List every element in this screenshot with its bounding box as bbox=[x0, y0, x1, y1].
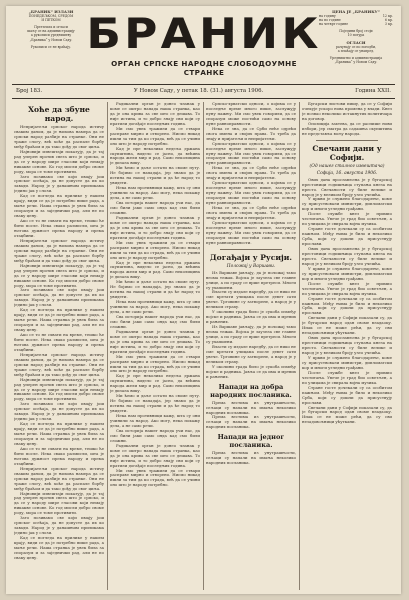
article-paragraph: Нека нам противници кажу, шта су они учинили за народ. Ако могу, нека покажу дела, а не само речи. bbox=[110, 299, 200, 315]
article-paragraph: Кад се погледа на прилике у нашем крају, види се да је потребно више рада, а мање речи. Наша странка је увек била за споразум и за заједнички рад, али не по сваку цену. bbox=[14, 535, 104, 560]
price-row: на четврт године 3 кр. bbox=[319, 22, 393, 27]
left-box-line: ПОНЕДЕЉКОМ, СРЕДОМ bbox=[28, 14, 74, 19]
dateline bbox=[16, 87, 391, 96]
newspaper-title: БРАНИК bbox=[86, 9, 322, 58]
article-paragraph: У цркви је служено благодарење, коме су присуствовали министри, дипломатски кор и многи угледни грађани. bbox=[302, 265, 392, 281]
article-paragraph: Непријатељи српског народа истичу сваким даном, да је њихова намера да се српски народ разбије на странке. Они не траже слогу, већ хоће да распале борбу међу браћом и да тако дођу до свог циља. bbox=[14, 237, 104, 263]
article-paragraph: У околини града било је сукоба између војске и радника. Јавља се да има и мртвих и рањених. bbox=[206, 309, 296, 325]
article-paragraph: Свечани дани у Софији показали су, да је бугарски народ одан своме владаоцу. Ипак се не може рећи, да су сви незадовољници ућуткани. bbox=[302, 404, 392, 425]
article-paragraph: Нека нам противници кажу, шта су они учинили за народ. Ако могу, нека покажу дела, а не само речи. bbox=[110, 413, 200, 428]
column-1 bbox=[14, 102, 104, 590]
article-paragraph: Зато позивамо све који имају још српског осећаја, да не допусте да их ко завади. Народ је у данашњим приликама једино јак у слози. bbox=[14, 401, 104, 422]
article-paragraph: Кад се погледа на прилике у нашем крају, види се да је потребно више рада, а мање речи. Наша странка је увек била за споразум и за заједнички рад, али не по сваку цену. bbox=[14, 421, 104, 446]
article-paragraph: Сва историја нашег народа учи нас, да смо били јаки само онда кад смо били сложни. bbox=[110, 200, 200, 215]
article-paragraph: Непријатељи српског народа истичу сваким даном, да је њихова намера да се српски народ разбије на странке. Они не траже слогу, већ хоће да распале борбу међу браћом и да тако дођу до свог циља. bbox=[14, 351, 104, 377]
article-paragraph: Ми ћемо и даље остати на своме путу. Не бојимо се нападаја, јер знамо да је истина на нашој страни и да ће народ то увидети. bbox=[110, 279, 200, 300]
ads-line: а плаћају се унапред. bbox=[337, 48, 375, 53]
article-paragraph: После службе кнез је примио честитања. Увече је град био осветљен, а по улицама је свирала војна музика. bbox=[302, 280, 392, 296]
article-paragraph: Према вестима из унутрашњости, сељаци су напали на имања неколико народних посланика. bbox=[206, 399, 296, 415]
article-paragraph: Ми смо увек тражили да се ствари расправе мирно и отворено. Нисмо никад ишли за тим да ко страда, већ да се учини оно што је народу потребно. bbox=[110, 239, 200, 260]
masthead bbox=[6, 6, 401, 102]
ads-heading: ОГЛАСИ bbox=[346, 39, 366, 45]
article-paragraph: Бугарски листови пишу, да се у Софији очекује ускоро нова промена у влади. Кнез је позвао неколико истакнутих политичара на договор. bbox=[302, 102, 392, 121]
article-paragraph: Опозиција захтева, да се распише нови избори, јер сматра да садашња скупштина не представља вољу народа. bbox=[302, 120, 392, 136]
article-headline: Напади на једног посланика. bbox=[217, 433, 285, 450]
left-box-line: Претплата и огласи bbox=[34, 25, 68, 30]
article-paragraph: Радикални орган је донео чланак у коме се оштро напада наша странка, као да је она крива за све што се дешава. То није истина, и то добро знају сви који су пратили догађаје последњих година. bbox=[110, 328, 200, 354]
article-paragraph: Ако се то не схвати на време, тешко ће бити после. Нека свако размисли, шта је његова дужност према народу и према отаџбини. bbox=[14, 445, 104, 466]
article-paragraph: Најновији извештаји показују, да је тај рад уперен против свега што је српско, и да се у народу шире гласови који немају никакве основе. Ко год мисли добро своме роду, мора се томе противити. bbox=[14, 148, 104, 174]
article-paragraph: У цркви је служено благодарење, коме су присуствовали министри, дипломатски кор и многи угледни грађани. bbox=[302, 196, 392, 212]
article-paragraph: Непријатељи српског народа истичу сваким даном, да је њихова намера да се српски народ разбије на странке. Они не траже слогу, већ хоће да распале борбу међу браћом и да тако дођу до свог циља. bbox=[14, 124, 104, 149]
article-paragraph: Ако се то не схвати на време, тешко ће бити после. Нека свако размисли, шта је његова дужност према народу и према отаџбини. bbox=[14, 332, 104, 352]
article-paragraph: Из Варшаве јављају, да је положај тамо веома тежак. Војска је заузела све главне улице, а по граду се врше претреси. Многи су ухапшени. bbox=[206, 269, 296, 290]
price-heading: ЦЕНА ЈЕ „БРАНИКУ“ bbox=[332, 9, 380, 14]
article-headline: Хоће да збуне народ. bbox=[28, 105, 90, 123]
article-paragraph: Власти су издале наредбу, да се нико не сме кретати улицама после девет сати увече. Трговине су затворене, а народ је у великом страху. bbox=[206, 289, 296, 310]
article-paragraph: Нека се зна, да се Срби неће одрећи свога имена и својих права. То треба да знају и пријатељи и непријатељи. bbox=[206, 205, 296, 220]
article-paragraph: Радикални орган је донео чланак у коме се оштро напада наша странка, као да је она крива за све што се дешава. То није истина, и то добро знају сви који су пратили догађаје последњих година. bbox=[110, 442, 200, 468]
article-paragraph: Сва историја нашег народа учи нас, да смо били јаки само онда кад смо били сложни. bbox=[110, 427, 200, 443]
article-paragraph: Зато позивамо све који имају још српског осећаја, да не допусте да их ко завади. Народ је у данашњим приликама једино јак у слози. bbox=[14, 287, 104, 308]
article-paragraph: Најновији извештаји показују, да је тај рад уперен против свега што је српско, и да се у народу шире гласови који немају никакве основе. Ко год мисли добро своме роду, мора се томе противити. bbox=[14, 490, 104, 516]
article-headline: Догађаји у Русији. bbox=[209, 252, 293, 262]
column-4 bbox=[302, 102, 392, 590]
article-paragraph: Ми смо увек тражили да се ствари расправе мирно и отворено. Нисмо никад ишли за тим да ко страда, већ да се учини оно што је народу потребно. bbox=[110, 353, 200, 374]
left-box-line: шаљу се на администрацију bbox=[27, 29, 75, 34]
article-paragraph: Српско-хрватски односи, о којима се у последње време много пише, заслужују пуну пажњу. Ми смо увек говорили, да се споразум може постићи само на основу пуне равноправности. bbox=[206, 102, 296, 126]
article-paragraph: Кад је пре неколико недеља држана скупштина, видело се јасно, да већина народа жели мир и рад. Само неколицина је дизала вику. bbox=[110, 145, 200, 166]
article-paragraph: У цркви је служено благодарење, коме су присуствовали министри, дипломатски кор и многи угледни грађани. bbox=[302, 354, 392, 370]
left-box-line: Рукописи се не враћају. bbox=[30, 44, 72, 49]
article-paragraph: Ми ћемо и даље остати на своме путу. Не бојимо се нападаја, јер знамо да је истина на нашој страни и да ће народ то увидети. bbox=[110, 393, 200, 414]
article-paragraph: Српско-хрватски односи, о којима се у последње време много пише, заслужују пуну пажњу. Ми смо увек говорили, да се споразум може постићи само на основу пуне равноправности. bbox=[206, 140, 296, 166]
single-issue-price: 10 потура bbox=[347, 33, 365, 38]
article-paragraph: Кад је пре неколико недеља држана скупштина, видело се јасно, да већина народа жели мир и рад. Само неколицина је дизала вику. bbox=[110, 373, 200, 394]
article-paragraph: У околини града било је сукоба између војске и радника. Јавља се да има и мртвих и рањених. bbox=[206, 363, 296, 379]
price-row: на по године 6 кр. bbox=[319, 18, 393, 23]
article-subheadline: (Од нашег сталног извештача) bbox=[309, 163, 385, 169]
article-paragraph: Сва историја нашег народа учи нас, да смо били јаки само онда кад смо били сложни. bbox=[110, 313, 200, 329]
issue-year: Година XXII. bbox=[355, 88, 391, 94]
left-box-line: „БРАНИК“ ИЗЛАЗИ bbox=[28, 9, 74, 14]
article-paragraph: Ми смо увек тражили да се ствари расправе мирно и отворено. Нисмо никад ишли за тим да ко страда, већ да се учини оно што је народу потребно. bbox=[110, 125, 200, 146]
column-3 bbox=[206, 102, 296, 590]
article-paragraph: После службе кнез је примио честитања. Увече је град био осветљен, а по улицама је свирала војна музика. bbox=[302, 211, 392, 227]
left-box-line: „Браника“ у Новом Саду. bbox=[29, 37, 73, 42]
article-paragraph: Из Варшаве јављају, да је положај тамо веома тежак. Војска је заузела све главне улице, а по граду се врше претреси. Многи су ухапшени. bbox=[206, 324, 296, 344]
article-paragraph: После службе кнез је примио честитања. Увече је град био осветљен, а по улицама је свирала војна музика. bbox=[302, 369, 392, 385]
article-paragraph: Нека нам противници кажу, шта су они учинили за народ. Ако могу, нека покажу дела, а не само речи. bbox=[110, 185, 200, 201]
office-line: Уредништво и администрација bbox=[329, 55, 383, 60]
article-paragraph: Ових дана прослављена је у бугарској престоници годишњица ступања кнеза на престо. Свечаности су биле велике и народ је у великом броју узео учешћа. bbox=[302, 335, 392, 356]
column-2 bbox=[110, 102, 200, 590]
masthead-rule bbox=[12, 98, 395, 99]
article-paragraph: Ми смо увек тражили да се ствари расправе мирно и отворено. Нисмо никад ишли за тим да ко страда, већ да се учини оно што је народу потребно. bbox=[110, 467, 200, 488]
article-paragraph: Ових дана прослављена је у бугарској престоници годишњица ступања кнеза на престо. Свечаности су биле велике и народ је у великом броју узео учешћа. bbox=[302, 176, 392, 197]
article-paragraph: Свечани дани у Софији показали су, да је бугарски народ одан своме владаоцу. Ипак се не може рећи, да су сви незадовољници ућуткани. bbox=[302, 315, 392, 336]
article-dateline: Софија, 16. августа 1906. bbox=[316, 170, 378, 176]
article-paragraph: Српско-хрватски односи, о којима се у последње време много пише, заслужују пуну пажњу. Ми смо увек говорили, да се споразум може постићи само на основу пуне равноправности. bbox=[206, 180, 296, 206]
article-paragraph: Српско-хрватски односи, о којима се у последње време много пише, заслужују пуну пажњу. Ми смо увек говорили, да се споразум може постићи само на основу пуне равноправности. bbox=[206, 219, 296, 245]
newspaper-page bbox=[6, 6, 401, 594]
left-box-line: а рукописи уредништву bbox=[30, 33, 72, 38]
article-paragraph: Ако се то не схвати на време, тешко ће бити после. Нека свако размисли, шта је његова дужност према народу и према отаџбини. bbox=[14, 218, 104, 238]
issue-date: У Новом Саду, у петак 18. (31.) августа 1906. bbox=[133, 88, 264, 94]
article-paragraph: Кад се погледа на прилике у нашем крају, види се да је потребно више рада, а мање речи. Наша странка је увек била за споразум и за заједнички рад, али не по сваку цену. bbox=[14, 193, 104, 219]
article-paragraph: Према вестима из унутрашњости, сељаци су напали на имања неколико народних посланика. bbox=[206, 414, 296, 430]
article-paragraph: Стране госте дочекали су са особитом пажњом. Међу њима је било и неколико Срба, који су дошли да присуствују прослави. bbox=[302, 295, 392, 316]
article-subheadline: Положај у Варшави. bbox=[226, 263, 276, 269]
article-paragraph: Зато позивамо све који имају још српског осећаја, да не допусте да их ко завади. Народ је у данашњим приликама једино јак у слози. bbox=[14, 173, 104, 194]
article-paragraph: Стране госте дочекали су са особитом пажњом. Међу њима је било и неколико Срба, који су дошли да присуствују прослави. bbox=[302, 226, 392, 247]
single-issue-price: Поједини број стоји bbox=[339, 29, 373, 34]
newspaper-subtitle: ОРГАН СРПСКЕ НАРОДНЕ СЛОБОДОУМНЕ СТРАНКЕ bbox=[111, 59, 297, 77]
office-line: „Браника“ у Новом Саду. bbox=[334, 59, 378, 64]
article-paragraph: Радикални орган је донео чланак у коме се оштро напада наша странка, као да је она крива за све што се дешава. То није истина, и то добро знају сви који су пратили догађаје последњих година. bbox=[110, 102, 200, 126]
article-paragraph: Зато позивамо све који имају још српског осећаја, да не допусте да их ко завади. Народ је у данашњим приликама једино јак у слози. bbox=[14, 515, 104, 536]
article-columns bbox=[14, 102, 393, 590]
article-paragraph: Непријатељи српског народа истичу сваким даном, да је њихова намера да се српски народ разбије на странке. Они не траже слогу, већ хоће да распале борбу међу браћом и да тако дођу до свог циља. bbox=[14, 465, 104, 491]
masthead-rule bbox=[12, 84, 395, 85]
article-paragraph: Нека се зна, да се Срби неће одрећи свога имена и својих права. То треба да знају и пријатељи и непријатељи. bbox=[206, 165, 296, 181]
article-paragraph: Стране госте дочекали су са особитом пажњом. Међу њима је било и неколико Срба, који су дошли да присуствују прослави. bbox=[302, 384, 392, 405]
article-paragraph: Ми ћемо и даље остати на своме путу. Не бојимо се нападаја, јер знамо да је истина на нашој страни и да ће народ то увидети. bbox=[110, 165, 200, 186]
article-paragraph: Ових дана прослављена је у бугарској престоници годишњица ступања кнеза на престо. Свечаности су биле велике и народ је у великом броју узео учешћа. bbox=[302, 246, 392, 266]
article-paragraph: Радикални орган је донео чланак у коме се оштро напада наша странка, као да је она крива за све што се дешава. То није истина, и то добро знају сви који су пратили догађаје последњих година. bbox=[110, 214, 200, 240]
left-box-line: И ПЕТКОМ bbox=[41, 18, 61, 23]
article-paragraph: Најновији извештаји показују, да је тај рад уперен против свега што је српско, и да се у народу шире гласови који немају никакве основе. Ко год мисли добро своме роду, мора се томе противити. bbox=[14, 262, 104, 288]
article-paragraph: Најновији извештаји показују, да је тај рад уперен против свега што је српско, и да се у народу шире гласови који немају никакве основе. Ко год мисли добро своме роду, мора се томе противити. bbox=[14, 376, 104, 402]
article-headline: Свечани дани у Софији. bbox=[312, 143, 382, 162]
article-paragraph: Нека се зна, да се Срби неће одрећи свога имена и својих права. То треба да знају и пријатељи и непријатељи. bbox=[206, 125, 296, 141]
ads-line: рачунају се по погодби, bbox=[335, 44, 377, 49]
price-row: на годину 12 кр. bbox=[319, 14, 393, 19]
article-paragraph: Власти су издале наредбу, да се нико не сме кретати улицама после девет сати увече. Трговине су затворене, а народ је у великом страху. bbox=[206, 343, 296, 364]
article-paragraph: Кад је пре неколико недеља држана скупштина, видело се јасно, да већина народа жели мир и рад. Само неколицина је дизала вику. bbox=[110, 259, 200, 280]
article-paragraph: Кад се погледа на прилике у нашем крају, види се да је потребно више рада, а мање речи. Наша странка је увек била за споразум и за заједнички рад, али не по сваку цену. bbox=[14, 307, 104, 333]
article-paragraph: Према вестима из унутрашњости, сељаци су напали на имања неколико народних посланика. bbox=[206, 450, 296, 466]
issue-number: Број 183. bbox=[16, 88, 43, 94]
article-headline: Напади на добра народних посланика. bbox=[210, 382, 292, 399]
